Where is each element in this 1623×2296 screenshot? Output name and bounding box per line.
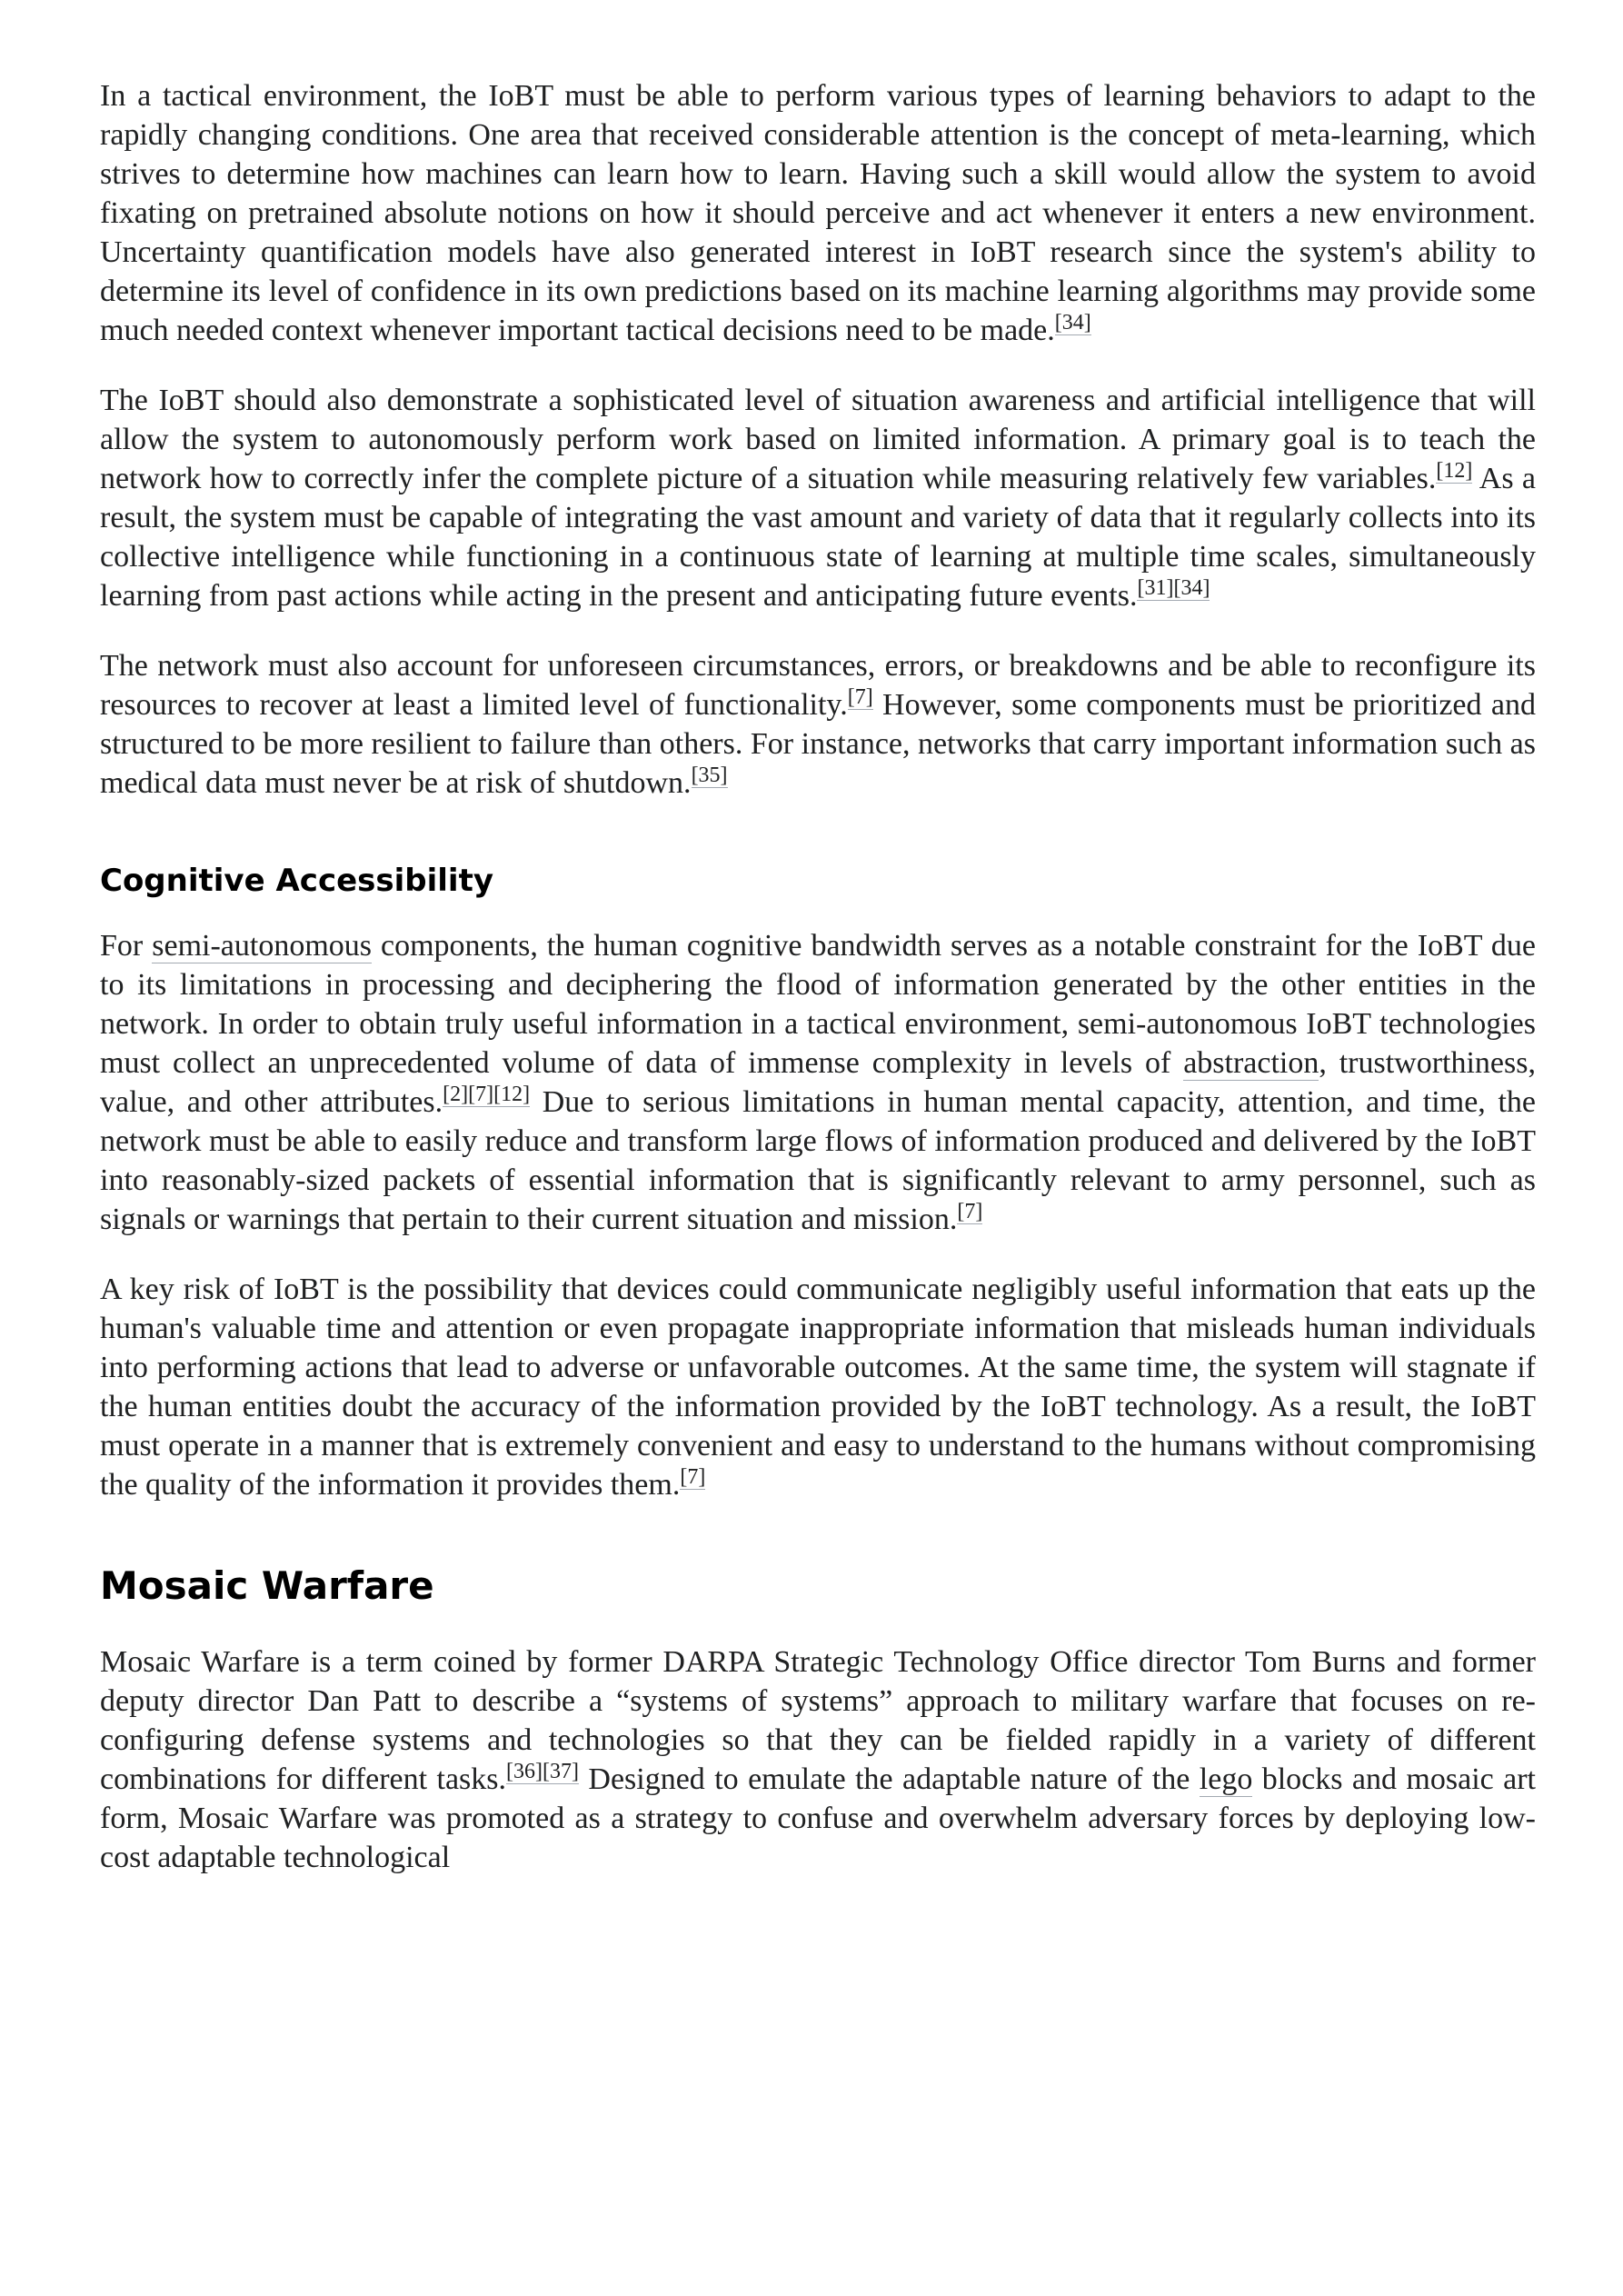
- wiki-link-abstraction[interactable]: abstraction: [1183, 1046, 1319, 1080]
- citation-link[interactable]: [7]: [680, 1464, 706, 1489]
- paragraph-key-risk: [100, 1270, 1536, 1504]
- citation-link[interactable]: [35]: [691, 763, 728, 787]
- paragraph-text: A key risk of IoBT is the possibility that devices could communicate negligibly useful information that eats up the human's valuable time and attention or even propagate inappropriate information that misleads human individuals into performing actions that lead to adverse or unfavorable outcomes. At the same time, the system will stagnate if the human entities doubt the accuracy of the information provided by the IoBT technology. As a result, the IoBT must operate in a manner that is extremely convenient and easy to understand to the humans without compromising the quality of the information it provides them.: [100, 1273, 1536, 1502]
- paragraph-situation-awareness: [100, 381, 1536, 615]
- citation-link[interactable]: [12]: [493, 1082, 531, 1106]
- citation-link[interactable]: [2]: [443, 1082, 469, 1106]
- citation-link[interactable]: [7]: [957, 1199, 983, 1223]
- wiki-link-lego[interactable]: lego: [1199, 1762, 1253, 1796]
- citation-link[interactable]: [31]: [1137, 575, 1174, 600]
- paragraph-text: Due to serious limitations in human mental capacity, attention, and time, the network must be able to easily reduce and transform large flows of information produced and delivered by the IoBT into reasonably-sized packets of essential information that is significantly relevant to army personnel, such as signals or warnings that pertain to their current situation and mission.: [100, 1085, 1536, 1236]
- citation-link[interactable]: [36]: [506, 1759, 543, 1783]
- section-heading-mosaic-warfare: Mosaic Warfare: [100, 1563, 434, 1608]
- paragraph-resilience: [100, 646, 1536, 803]
- paragraph-text: As a result, the system must be capable of integrating the vast amount and variety of data that it regularly collects into its collective intelligence while functioning in a continuous state of learning at multiple time scales, simultaneously learning from past actions while acting in the present and anticipating future events.: [100, 462, 1537, 613]
- paragraph-text: Mosaic Warfare is a term coined by former DARPA Strategic Technology Office director Tom Burns and former deputy director Dan Patt to describe a “systems of systems” approach to military warfare that focuses on re-configuring defense systems and technologies so that they can be fielded rapidly in a variety of different combinations for different tasks.: [100, 1645, 1536, 1796]
- paragraph-text: blocks and mosaic art form, Mosaic Warfare was promoted as a strategy to confuse and overwhelm adversary forces by deploying low-cost adaptable technological: [100, 1762, 1537, 1874]
- paragraph-text: For: [100, 929, 153, 963]
- paragraph-text: In a tactical environment, the IoBT must be able to perform various types of learning behaviors to adapt to the rapidly changing conditions. One area that received considerable attention is the concept of meta-learning, which strives to determine how machines can learn how to learn. Having such a skill would allow the system to avoid fixating on pretrained absolute notions on how it should perceive and act whenever it enters a new environment. Uncertainty quantification models have also generated interest in IoBT research since the system's ability to determine its level of confidence in its own predictions based on its machine learning algorithms may provide some much needed context whenever important tactical decisions need to be made.: [100, 79, 1536, 347]
- paragraph-text: , trustworthiness, value, and other attributes.: [100, 1046, 1536, 1119]
- paragraph-text: The IoBT should also demonstrate a sophisticated level of situation awareness and artificial intelligence that will allow the system to autonomously perform work based on limited information. A primary goal is to teach the network how to correctly infer the complete picture of a situation while measuring relatively few variables.: [100, 384, 1536, 495]
- paragraph-cognitive-bandwidth: [100, 926, 1536, 1239]
- paragraph-text: However, some components must be prioritized and structured to be more resilient to failure than others. For instance, networks that carry important information such as medical data must never be at risk of shutdown.: [100, 688, 1536, 800]
- citation-link[interactable]: [12]: [1436, 458, 1473, 483]
- section-heading-cognitive-accessibility: Cognitive Accessibility: [100, 863, 494, 899]
- citation-link[interactable]: [7]: [468, 1082, 494, 1106]
- paragraph-mosaic-warfare: [100, 1642, 1536, 1877]
- paragraph-text: Designed to emulate the adaptable nature of the: [578, 1762, 1200, 1796]
- article-body: [100, 76, 1536, 1908]
- wiki-link-semi-autonomous[interactable]: semi-autonomous: [152, 929, 373, 963]
- paragraph-text: The network must also account for unforeseen circumstances, errors, or breakdowns and be able to reconfigure its resources to recover at least a limited level of functionality.: [100, 649, 1536, 722]
- citation-link[interactable]: [34]: [1173, 575, 1210, 600]
- citation-link[interactable]: [7]: [847, 684, 873, 709]
- paragraph-text: components, the human cognitive bandwidth serves as a notable constraint for the IoBT due to its limitations in processing and deciphering the flood of information generated by the other entities in the network. In order to obtain truly useful information in a tactical environment, semi-autonomous IoBT technologies must collect an unprecedented volume of data of immense complexity in levels of: [100, 929, 1536, 1080]
- citation-link[interactable]: [37]: [543, 1759, 579, 1783]
- paragraph-meta-learning: [100, 76, 1536, 350]
- citation-link[interactable]: [34]: [1054, 310, 1091, 334]
